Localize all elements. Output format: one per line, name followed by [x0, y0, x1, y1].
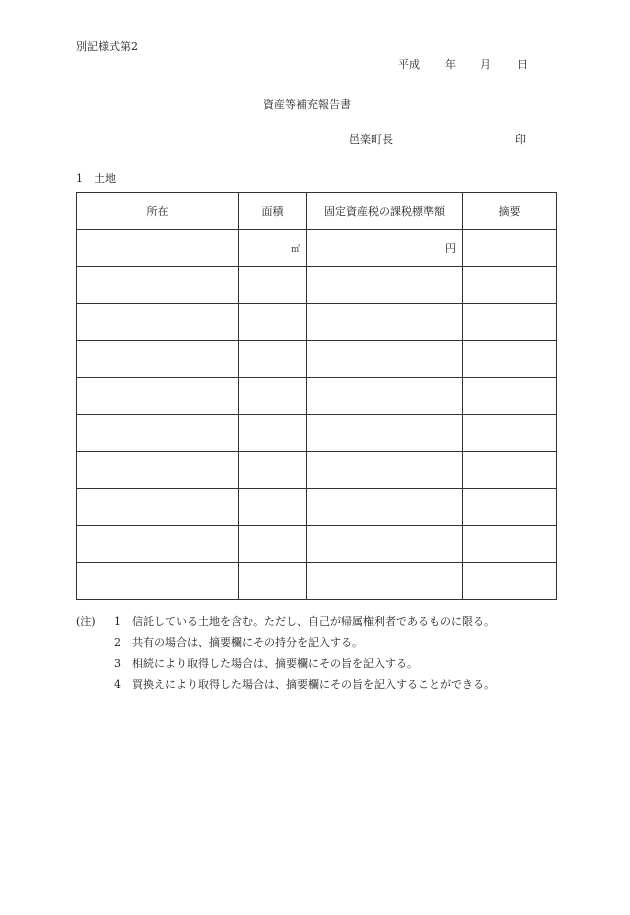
remarks-cell[interactable]	[463, 341, 557, 378]
location-cell[interactable]	[77, 341, 239, 378]
location-cell[interactable]	[77, 304, 239, 341]
location-cell[interactable]	[77, 563, 239, 600]
location-cell[interactable]	[77, 526, 239, 563]
table-row	[77, 267, 557, 304]
tax-base-cell[interactable]	[307, 526, 463, 563]
remarks-cell[interactable]	[463, 267, 557, 304]
area-cell[interactable]	[239, 267, 307, 304]
column-header-tax-base: 固定資産税の課税標準額	[307, 193, 463, 230]
area-cell[interactable]	[239, 563, 307, 600]
note-text: 信託している土地を含む。ただし、自己が帰属権利者であるものに限る。	[132, 615, 495, 628]
note-text: 共有の場合は、摘要欄にその持分を記入する。	[132, 636, 363, 649]
column-header-location: 所在	[77, 193, 239, 230]
tax-base-cell[interactable]	[307, 452, 463, 489]
table-header-row	[77, 193, 557, 230]
tax-base-cell[interactable]	[307, 563, 463, 600]
note-number: 1	[114, 615, 121, 628]
area-cell[interactable]	[239, 230, 307, 267]
location-cell[interactable]	[77, 452, 239, 489]
note-number: 4	[114, 678, 121, 691]
column-header-area: 面積	[239, 193, 307, 230]
tax-base-cell[interactable]	[307, 378, 463, 415]
area-cell[interactable]	[239, 341, 307, 378]
column-header-remarks: 摘要	[463, 193, 557, 230]
table-row	[77, 563, 557, 600]
table-row	[77, 378, 557, 415]
table-row	[77, 526, 557, 563]
remarks-cell[interactable]	[463, 489, 557, 526]
form-number: 別記様式第2	[76, 40, 138, 53]
addressee-line	[349, 131, 526, 147]
area-cell[interactable]	[239, 452, 307, 489]
date-day: 日	[517, 58, 528, 71]
note-text: 買換えにより取得した場合は、摘要欄にその旨を記入することができる。	[132, 678, 495, 691]
section-heading: 1 土地	[76, 172, 116, 185]
land-table	[76, 192, 557, 600]
tax-base-cell[interactable]	[307, 267, 463, 304]
tax-base-cell[interactable]	[307, 341, 463, 378]
table-row	[77, 304, 557, 341]
note-text: 相続により取得した場合は、摘要欄にその旨を記入する。	[132, 657, 418, 670]
remarks-cell[interactable]	[463, 378, 557, 415]
table-row	[77, 489, 557, 526]
location-cell[interactable]	[77, 489, 239, 526]
area-cell[interactable]	[239, 378, 307, 415]
tax-base-cell[interactable]	[307, 415, 463, 452]
date-line	[398, 56, 528, 72]
table-row	[77, 230, 557, 267]
seal-mark: 印	[515, 133, 526, 146]
remarks-cell[interactable]	[463, 452, 557, 489]
note-number: 2	[114, 636, 121, 649]
remarks-cell[interactable]	[463, 526, 557, 563]
remarks-cell[interactable]	[463, 304, 557, 341]
table-row	[77, 415, 557, 452]
area-cell[interactable]	[239, 415, 307, 452]
area-cell[interactable]	[239, 304, 307, 341]
location-cell[interactable]	[77, 378, 239, 415]
table-row	[77, 452, 557, 489]
addressee: 邑楽町長	[349, 133, 393, 146]
location-cell[interactable]	[77, 415, 239, 452]
document-title: 資産等補充報告書	[263, 98, 351, 111]
area-cell[interactable]	[239, 526, 307, 563]
note-number: 3	[114, 657, 121, 670]
tax-base-cell[interactable]	[307, 304, 463, 341]
table-row	[77, 341, 557, 378]
amount-unit: 円	[445, 242, 456, 255]
date-year: 年	[445, 58, 456, 71]
notes-prefix: (注)	[76, 615, 96, 628]
date-era: 平成	[398, 58, 420, 71]
date-month: 月	[480, 58, 491, 71]
remarks-cell[interactable]	[463, 415, 557, 452]
location-cell[interactable]	[77, 267, 239, 304]
tax-base-cell[interactable]	[307, 230, 463, 267]
area-unit: ㎡	[290, 244, 300, 255]
area-cell[interactable]	[239, 489, 307, 526]
remarks-cell[interactable]	[463, 230, 557, 267]
remarks-cell[interactable]	[463, 563, 557, 600]
tax-base-cell[interactable]	[307, 489, 463, 526]
location-cell[interactable]	[77, 230, 239, 267]
